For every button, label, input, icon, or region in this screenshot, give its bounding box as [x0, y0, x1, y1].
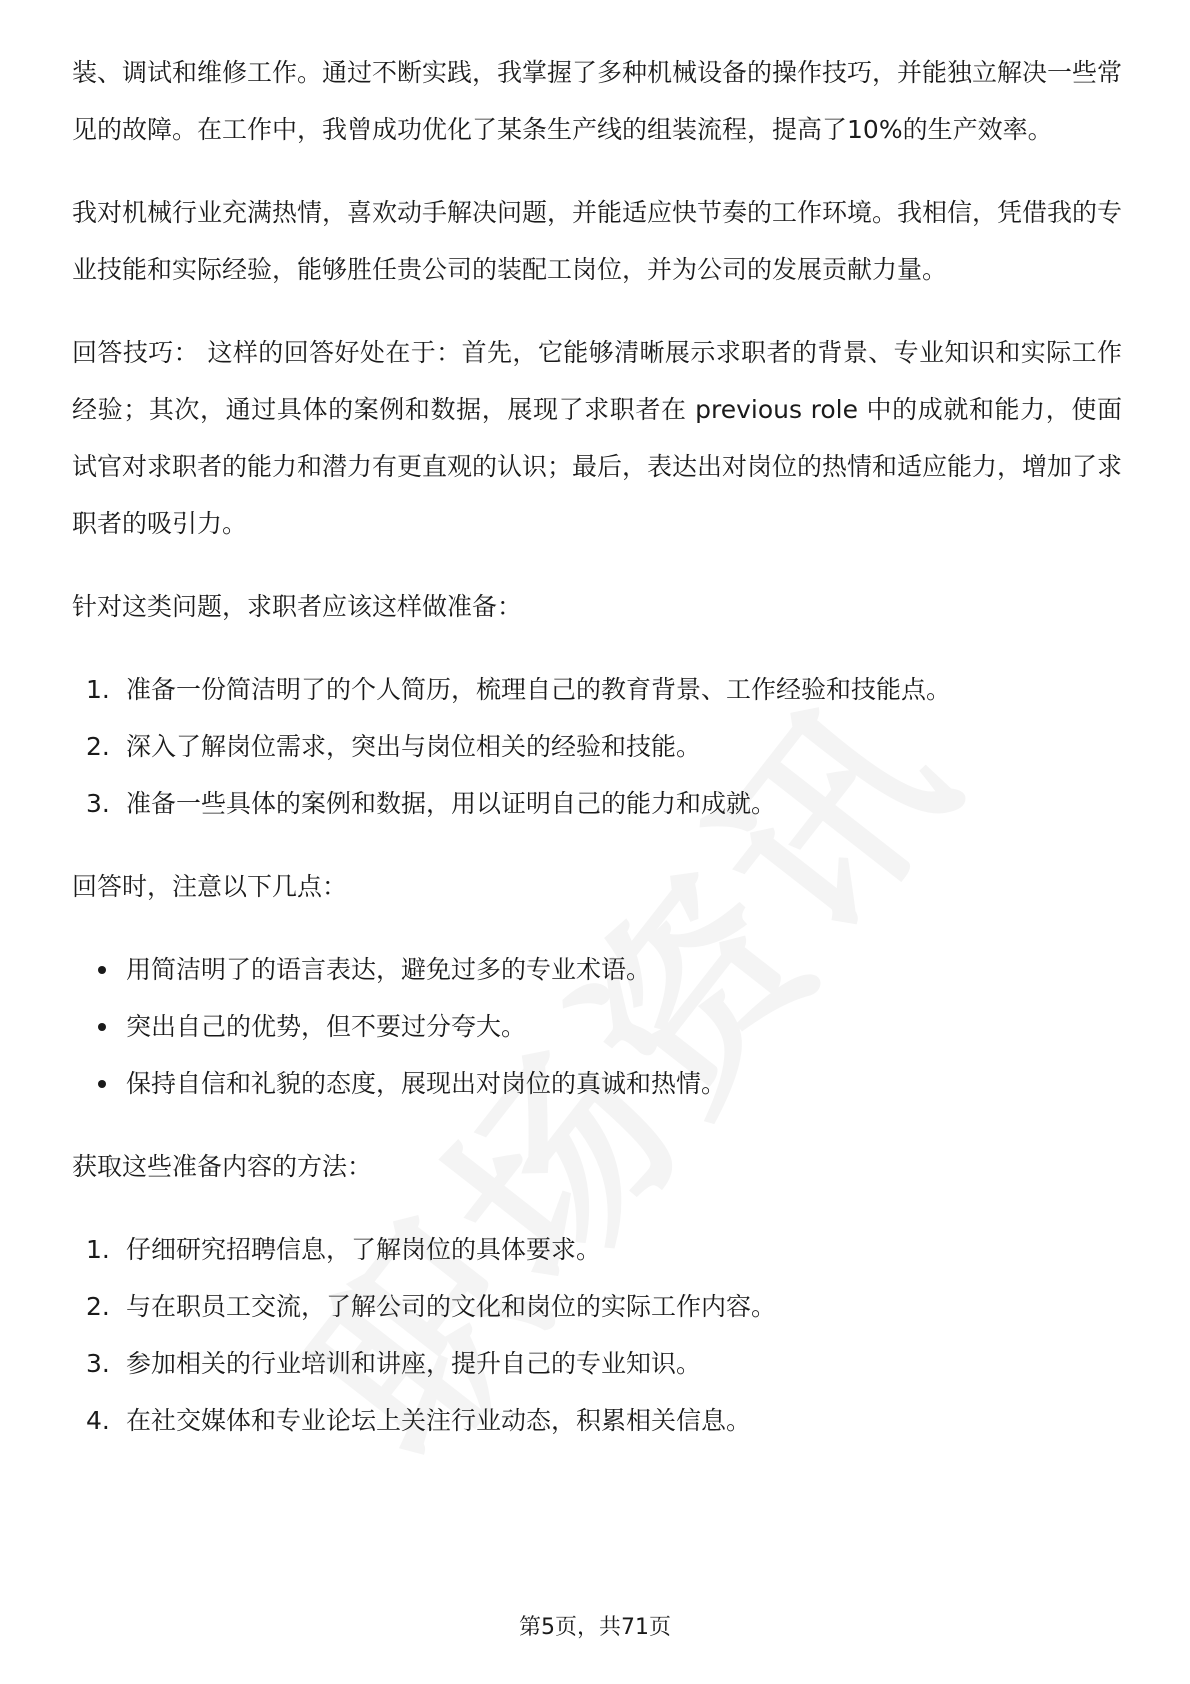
list-item-text: 与在职员工交流，了解公司的文化和岗位的实际工作内容。	[126, 1292, 777, 1321]
list-number: 2.	[86, 732, 110, 761]
list-item	[72, 1392, 1122, 1449]
list-item-text: 准备一份简洁明了的个人简历，梳理自己的教育背景、工作经验和技能点。	[126, 675, 952, 704]
list-number: 3.	[86, 1349, 110, 1378]
paragraph-passion: 我对机械行业充满热情，喜欢动手解决问题，并能适应快节奏的工作环境。我相信，凭借我的专业技能和实际经验，能够胜任贵公司的装配工岗位，并为公司的发展贡献力量。	[72, 198, 1123, 284]
methods-list	[72, 1221, 1122, 1449]
list-number: 3.	[86, 789, 110, 818]
paragraph-methods-heading: 获取这些准备内容的方法：	[72, 1152, 373, 1181]
list-item	[72, 1278, 1122, 1335]
list-number: 1.	[86, 1235, 110, 1264]
notes-list	[72, 941, 1122, 1112]
list-item-text: 准备一些具体的案例和数据，用以证明自己的能力和成就。	[126, 789, 777, 818]
list-item	[72, 998, 1122, 1055]
list-item	[72, 1335, 1122, 1392]
list-item	[72, 718, 1122, 775]
list-item-text: 突出自己的优势，但不要过分夸大。	[126, 1012, 527, 1041]
list-item-text: 保持自信和礼貌的态度，展现出对岗位的真诚和热情。	[126, 1069, 727, 1098]
prep-list	[72, 661, 1122, 832]
list-item	[72, 1221, 1122, 1278]
document-body	[72, 44, 1122, 1475]
paragraph-prep-heading: 针对这类问题，求职者应该这样做准备：	[72, 592, 523, 621]
bullet-icon	[98, 1023, 106, 1031]
bullet-icon	[98, 1080, 106, 1088]
bullet-icon	[98, 966, 106, 974]
list-item	[72, 775, 1122, 832]
list-item	[72, 941, 1122, 998]
list-item-text: 用简洁明了的语言表达，避免过多的专业术语。	[126, 955, 652, 984]
list-number: 1.	[86, 675, 110, 704]
list-number: 2.	[86, 1292, 110, 1321]
page-footer: 第5页，共71页	[519, 1615, 671, 1640]
list-item-text: 深入了解岗位需求，突出与岗位相关的经验和技能。	[126, 732, 702, 761]
list-number: 4.	[86, 1406, 110, 1435]
paragraph-notes-heading: 回答时，注意以下几点：	[72, 872, 348, 901]
list-item	[72, 1055, 1122, 1112]
paragraph-answer-tips: 回答技巧： 这样的回答好处在于：首先，它能够清晰展示求职者的背景、专业知识和实际工作经验；其次，通过具体的案例和数据，展现了求职者在 previous role 中的成就和能力，使面试官对求职者的能力和潜力有更直观的认识；最后，表达出对岗位的热情和适应能力，增加了求职者的吸引力。	[72, 338, 1123, 538]
list-item-text: 在社交媒体和专业论坛上关注行业动态，积累相关信息。	[126, 1406, 752, 1435]
paragraph-experience: 装、调试和维修工作。通过不断实践，我掌握了多种机械设备的操作技巧，并能独立解决一些常见的故障。在工作中，我曾成功优化了某条生产线的组装流程，提高了10%的生产效率。	[72, 58, 1123, 144]
list-item	[72, 661, 1122, 718]
list-item-text: 仔细研究招聘信息，了解岗位的具体要求。	[126, 1235, 602, 1264]
list-item-text: 参加相关的行业培训和讲座，提升自己的专业知识。	[126, 1349, 702, 1378]
